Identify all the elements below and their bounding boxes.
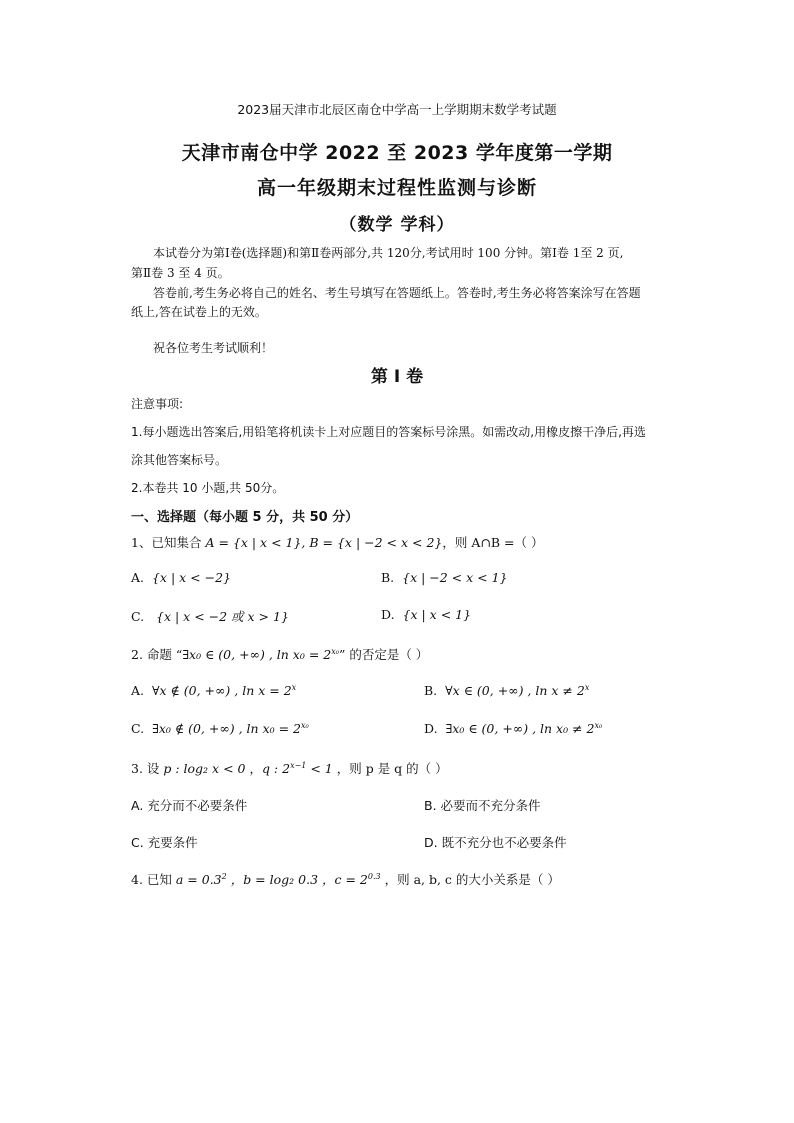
option-exponent: x₀ — [594, 720, 603, 730]
q1-option-c — [131, 607, 289, 625]
document-banner: 2023届天津市北辰区南仓中学高一上学期期末数学考试题 — [237, 102, 557, 117]
q3-option-b: B. 必要而不充分条件 — [424, 798, 541, 813]
option-letter: D. — [381, 607, 395, 622]
notes-heading: 注意事项: — [131, 397, 184, 411]
q4-prefix: 4. 已知 — [131, 872, 176, 887]
q3-p: p : log₂ x < 0 — [163, 761, 246, 776]
q2-option-a — [131, 683, 296, 698]
intro-line-2: 第Ⅱ卷 3 至 4 页。 — [131, 266, 230, 280]
q3-option-a: A. 充分而不必要条件 — [131, 798, 248, 813]
q2-statement: ∃x₀ ∈ (0, +∞) , ln x₀ = 2 — [182, 647, 332, 662]
option-math: {x | x < 1} — [402, 607, 472, 622]
intro-line-3: 答卷前,考生务必将自己的姓名、考生号填写在答题纸上。答卷时,考生务必将答案涂写在答题 — [153, 286, 641, 300]
option-math: ∀x ∈ (0, +∞) , ln x ≠ 2 — [445, 683, 585, 698]
exam-subtitle: 高一年级期末过程性监测与诊断 — [256, 177, 537, 199]
option-math: {x | −2 < x < 1} — [402, 570, 508, 585]
subject-title: （数学 学科） — [339, 215, 455, 235]
question-2 — [131, 645, 428, 663]
option-letter: A. — [131, 570, 145, 585]
option-letter: C. — [131, 721, 145, 736]
q1-prefix: 1、已知集合 — [131, 535, 206, 550]
q4-c: ，c = 2 — [318, 872, 368, 887]
note-item-1-cont: 涂其他答案标号。 — [131, 453, 228, 467]
q2-option-c — [131, 721, 309, 736]
q3-prefix: 3. 设 — [131, 761, 164, 776]
question-4 — [131, 870, 560, 888]
q4-suffix: ，则 a, b, c 的大小关系是（ ） — [380, 872, 560, 887]
q4-a-exponent: 2 — [221, 871, 227, 881]
wish-text: 祝各位考生考试顺利！ — [153, 341, 274, 355]
exam-title: 天津市南仓中学 2022 至 2023 学年度第一学期 — [181, 142, 613, 164]
q2-option-d — [424, 721, 602, 736]
note-item-1: 1.每小题选出答案后,用铅笔将机读卡上对应题目的答案标号涂黑。如需改动,用橡皮擦干净后,再选 — [131, 425, 646, 439]
option-exponent: x — [291, 682, 297, 692]
q1-option-b — [381, 570, 508, 585]
q1-sets: A = {x | x < 1}, B = {x | −2 < x < 2} — [205, 535, 443, 550]
option-exponent: x₀ — [301, 720, 309, 730]
option-letter: B. — [381, 570, 395, 585]
intro-line-4: 纸上,答在试卷上的无效。 — [131, 305, 267, 319]
option-math: ∃x₀ ∈ (0, +∞) , ln x₀ ≠ 2 — [445, 721, 595, 736]
option-letter: B. — [424, 683, 438, 698]
q2-option-b — [424, 683, 589, 698]
q4-c-exponent: 0.3 — [367, 871, 381, 881]
q1-option-d — [381, 607, 471, 622]
note-item-2: 2.本卷共 10 小题,共 50分。 — [131, 481, 285, 495]
intro-line-1: 本试卷分为第Ⅰ卷(选择题)和第Ⅱ卷两部分,共 120分,考试用时 100 分钟。第Ⅰ卷 1至 2 页, — [153, 246, 624, 260]
q4-a: a = 0.3 — [175, 872, 222, 887]
option-math: ∀x ∉ (0, +∞) , ln x = 2 — [151, 683, 292, 698]
question-1 — [131, 533, 543, 551]
option-math: {x | x < −2 或 x > 1} — [156, 609, 289, 624]
q2-exponent: x₀ — [331, 646, 339, 656]
q3-exponent: x−1 — [290, 760, 307, 770]
q4-b: ，b = log₂ 0.3 — [226, 872, 319, 887]
option-exponent: x — [584, 682, 590, 692]
option-math: {x | x < −2} — [151, 570, 231, 585]
volume-title: 第 Ⅰ 卷 — [370, 367, 424, 387]
option-letter: C. — [131, 609, 145, 624]
q3-option-d: D. 既不充分也不必要条件 — [424, 835, 567, 850]
q2-prefix: 2. 命题 “ — [131, 647, 183, 662]
q1-suffix: ，则 A∩B =（ ） — [442, 535, 544, 550]
q3-suffix: ，则 p 是 q 的（ ） — [332, 761, 448, 776]
q2-suffix: ” 的否定是（ ） — [338, 647, 429, 662]
q3-option-c: C. 充要条件 — [131, 835, 198, 850]
option-math: ∃x₀ ∉ (0, +∞) , ln x₀ = 2 — [152, 721, 302, 736]
q1-option-a — [131, 570, 231, 585]
option-letter: D. — [424, 721, 438, 736]
q3-sep: ， — [245, 761, 262, 776]
q3-q: q : 2 — [261, 761, 291, 776]
option-letter: A. — [131, 683, 145, 698]
q3-q-end: < 1 — [306, 761, 333, 776]
question-3 — [131, 759, 448, 777]
section-heading: 一、选择题（每小题 5 分，共 50 分） — [131, 510, 359, 525]
